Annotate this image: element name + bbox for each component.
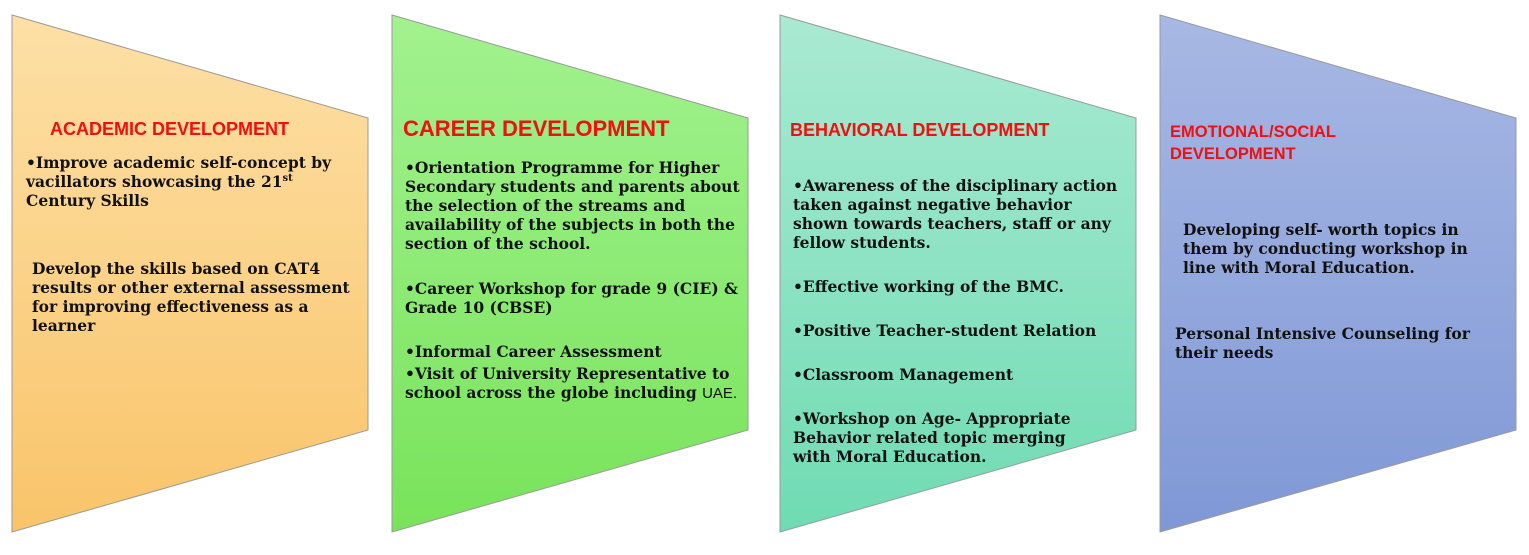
career-item-1: •Orientation Programme for Higher Secondary students and parents about the selection of the streams and availability of the subjects in both the section of the school.	[405, 158, 740, 253]
behavioral-panel-shape	[780, 15, 1136, 532]
career-item-3: •Informal Career Assessment	[405, 342, 662, 361]
emotional-heading-line2: DEVELOPMENT	[1170, 145, 1296, 163]
behavioral-heading: BEHAVIORAL DEVELOPMENT	[790, 120, 1050, 140]
career-heading: CAREER DEVELOPMENT	[403, 116, 670, 141]
emotional-panel-shape	[1160, 15, 1516, 532]
career-item-2: •Career Workshop for grade 9 (CIE) & Grade 10 (CBSE)	[405, 279, 739, 317]
emotional-item-1: Developing self- worth topics in them by conducting workshop in line with Moral Education.	[1183, 220, 1468, 277]
academic-item-1-text: •Improve academic self-concept by vacillators showcasing the 21	[26, 153, 332, 191]
career-item-4-plain: UAE.	[702, 385, 738, 402]
career-panel-shape	[392, 15, 748, 532]
behavioral-item-3: •Positive Teacher-student Relation	[793, 321, 1097, 340]
behavioral-item-5: •Workshop on Age- Appropriate Behavior related topic merging with Moral Education.	[793, 409, 1071, 466]
academic-item-2: Develop the skills based on CAT4 results or other external assessment for improving effectiveness as a learner	[32, 259, 350, 335]
behavioral-item-2: •Effective working of the BMC.	[793, 277, 1064, 296]
emotional-heading-line1: EMOTIONAL/SOCIAL	[1170, 123, 1336, 141]
career-item-4-text: •Visit of University Representative to school across the globe including	[405, 364, 730, 402]
behavioral-item-4: •Classroom Management	[793, 365, 1014, 384]
academic-heading: ACADEMIC DEVELOPMENT	[50, 119, 290, 139]
academic-panel-shape	[12, 15, 368, 532]
academic-item-1-tail: Century Skills	[26, 191, 149, 210]
emotional-item-2: Personal Intensive Counseling for their needs	[1175, 324, 1470, 362]
behavioral-item-1: •Awareness of the disciplinary action taken against negative behavior shown towards teachers, staff or any fellow students.	[793, 176, 1118, 252]
academic-item-1-sup: st	[282, 172, 293, 184]
